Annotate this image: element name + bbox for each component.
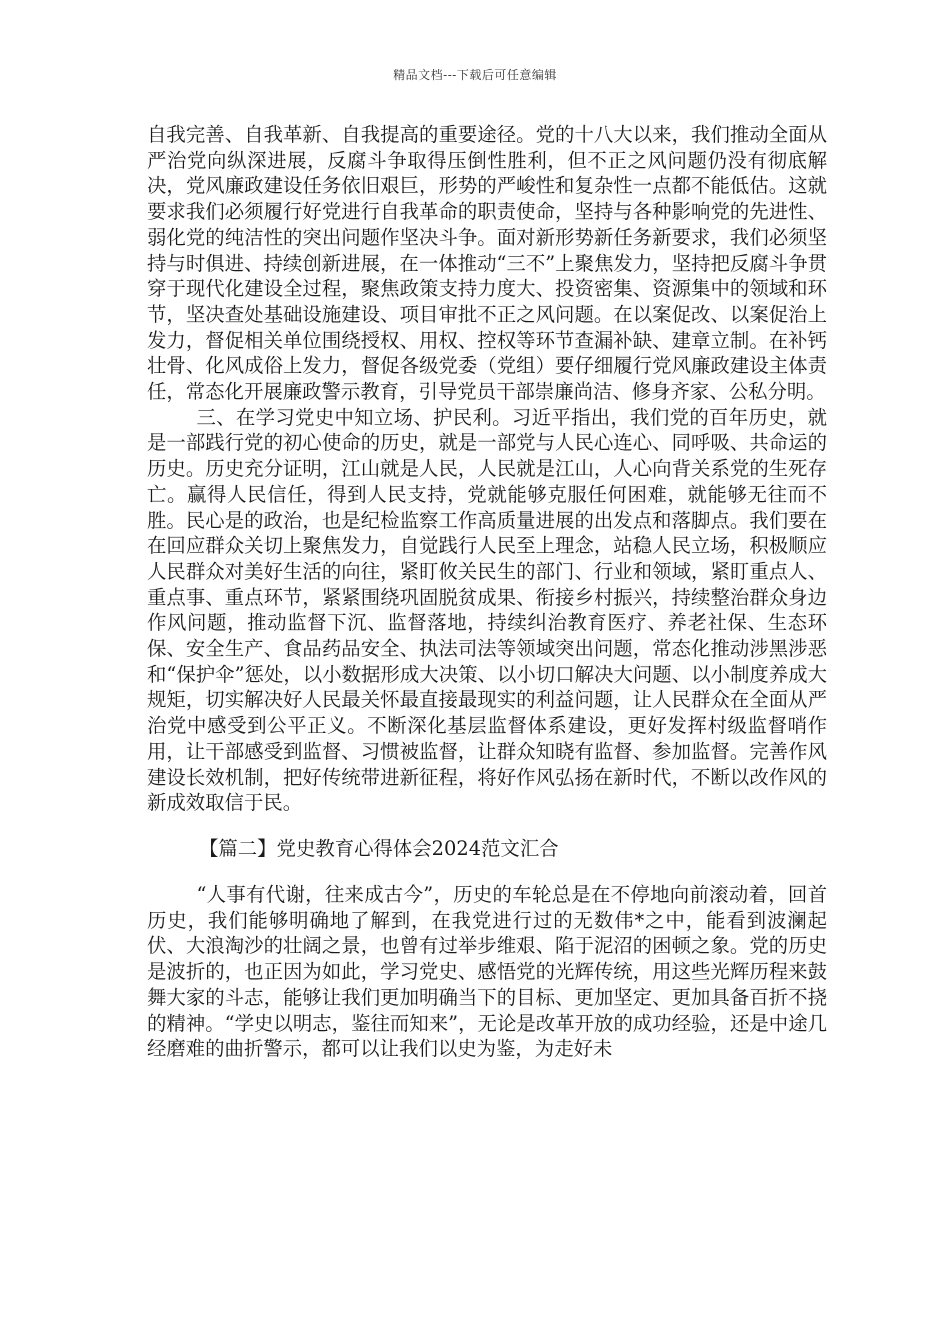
page-header: 精品文档---下载后可任意编辑 <box>393 68 557 82</box>
paragraph-article-two: “人事有代谢，往来成古今”，历史的车轮总是在不停地向前滚动着，回首历史，我们能够明确地了解到，在我党进行过的无数伟*之中，能看到波澜起伏、大浪淘沙的壮阔之景，也曾有过举步维艰、陷于泥沼的困顿之象。党的历史是波折的，也正因为如此，学习党史、感悟党的光辉传统，用这些光辉历程来鼓舞大家的斗志，能够让我们更加明确当下的目标、更加坚定、更加具备百折不挠的精神。“学史以明志，鉴往而知来”，无论是改革开放的成功经验，还是中途几经磨难的曲折警示，都可以让我们以史为鉴，为走好未 <box>147 882 827 1061</box>
section-heading: 【篇二】党史教育心得体会2024范文汇合 <box>199 836 559 860</box>
document-body <box>147 122 827 1062</box>
paragraph-section-three: 三、在学习党史中知立场、护民利。习近平指出，我们党的百年历史，就是一部践行党的初心使命的历史，就是一部党与人民心连心、同呼吸、共命运的历史。历史充分证明，江山就是人民，人民就是江山，人心向背关系党的生死存亡。赢得人民信任，得到人民支持，党就能够克服任何困难，就能够无往而不胜。民心是的政治，也是纪检监察工作高质量进展的出发点和落脚点。我们要在在回应群众关切上聚焦发力，自觉践行人民至上理念，站稳人民立场，积极顺应人民群众对美好生活的向往，紧盯攸关民生的部门、行业和领域，紧盯重点人、重点事、重点环节，紧紧围绕巩固脱贫成果、衔接乡村振兴，持续整治群众身边作风问题，推动监督下沉、监督落地，持续纠治教育医疗、养老社保、生态环保、安全生产、食品药品安全、执法司法等领域突出问题，常态化推动涉黑涉恶和“保护伞”惩处，以小数据形成大决策、以小切口解决大问题、以小制度养成大规矩，切实解决好人民最关怀最直接最现实的利益问题，让人民群众在全面从严治党中感受到公平正义。不断深化基层监督体系建设，更好发挥村级监督哨作用，让干部感受到监督、习惯被监督，让群众知晓有监督、参加监督。完善作风建设长效机制，把好传统带进新征程，将好作风弘扬在新时代，不断以改作风的新成效取信于民。 <box>147 405 827 815</box>
paragraph-continuation: 自我完善、自我革新、自我提高的重要途径。党的十八大以来，我们推动全面从严治党向纵深进展，反腐斗争取得压倒性胜利，但不正之风问题仍没有彻底解决，党风廉政建设任务依旧艰巨，形势的严峻性和复杂性一点都不能低估。这就要求我们必须履行好党进行自我革命的职责使命，坚持与各种影响党的先进性、弱化党的纯洁性的突出问题作坚决斗争。面对新形势新任务新要求，我们必须坚持与时俱进、持续创新进展，在一体推动“三不”上聚焦发力，坚持把反腐斗争贯穿于现代化建设全过程，聚焦政策支持力度大、投资密集、资源集中的领域和环节，坚决查处基础设施建设、项目审批不正之风问题。在以案促改、以案促治上发力，督促相关单位围绕授权、用权、控权等环节查漏补缺、建章立制。在补钙壮骨、化风成俗上发力，督促各级党委（党组）要仔细履行党风廉政建设主体责任，常态化开展廉政警示教育，引导党员干部崇廉尚洁、修身齐家、公私分明。 <box>147 123 827 404</box>
